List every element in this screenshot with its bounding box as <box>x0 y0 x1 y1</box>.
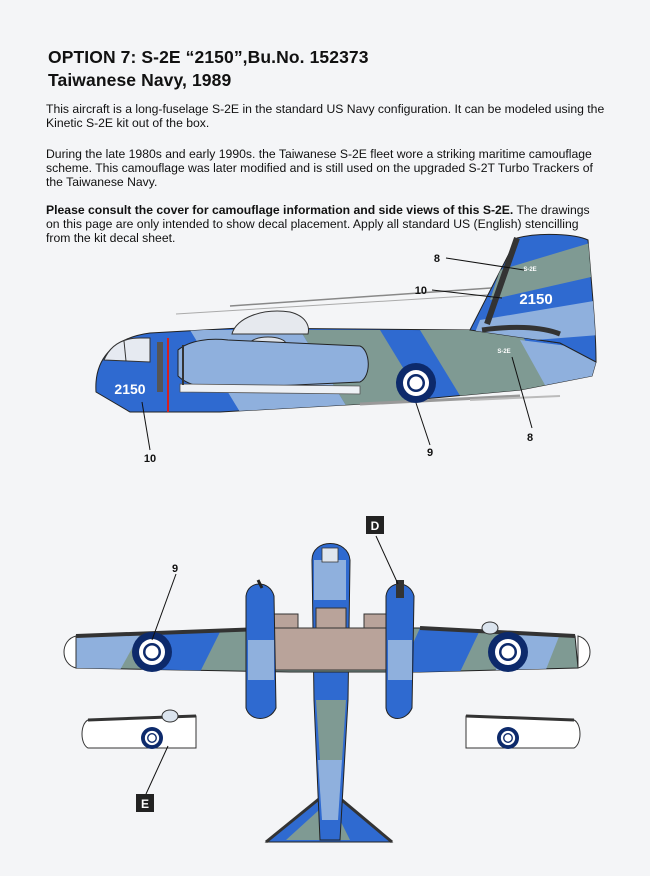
callout-tail-code: 10 <box>414 285 427 297</box>
intro-paragraph: This aircraft is a long-fuselage S-2E in the standard US Navy configuration. It can be modeled using the Kinetic S-2E kit out of the box. <box>46 102 605 130</box>
nose-code-text: 2150 <box>114 381 146 397</box>
callout-fuselage-type: 8 <box>526 432 534 444</box>
history-paragraph: During the late 1980s and early 1990s. the Taiwanese S-2E fleet wore a striking maritime camouflage scheme. This camouflage was later modified and is still used on the upgraded S-2T Turbo Trackers of the Taiwanese Navy. <box>46 147 593 189</box>
callout-e-label: E <box>140 797 150 811</box>
option-subtitle: Taiwanese Navy, 1989 <box>48 70 232 90</box>
outer-wing-panel-left <box>82 710 196 748</box>
outer-wing-panel-right <box>466 716 580 748</box>
outer-left-roundel <box>141 727 163 749</box>
left-wing-roundel <box>132 632 172 672</box>
option-title: OPTION 7: S-2E “2150”,Bu.No. 152373 <box>48 47 369 67</box>
tail-type-text: S-2E <box>523 267 537 273</box>
callout-roundel: 9 <box>426 447 434 459</box>
right-wing-roundel <box>488 632 528 672</box>
side-view-aircraft <box>96 234 600 412</box>
callout-d-label: D <box>370 519 380 533</box>
fuselage-type-text: S-2E <box>497 349 511 355</box>
callout-wing-roundel: 9 <box>171 563 179 575</box>
instructions-rest: The drawings on this page are only intended to show decal placement. Apply all standard US (English) stencilling from the kit decal sheet. <box>46 203 590 245</box>
fuselage-roundel <box>396 363 436 403</box>
outer-right-roundel <box>497 727 519 749</box>
instructions-bold: Please consult the cover for camouflage information and side views of this S-2E. <box>46 203 514 217</box>
callout-tail-type: 8 <box>433 253 440 265</box>
callout-nose-code: 10 <box>143 453 157 465</box>
tail-code-text: 2150 <box>519 291 553 308</box>
